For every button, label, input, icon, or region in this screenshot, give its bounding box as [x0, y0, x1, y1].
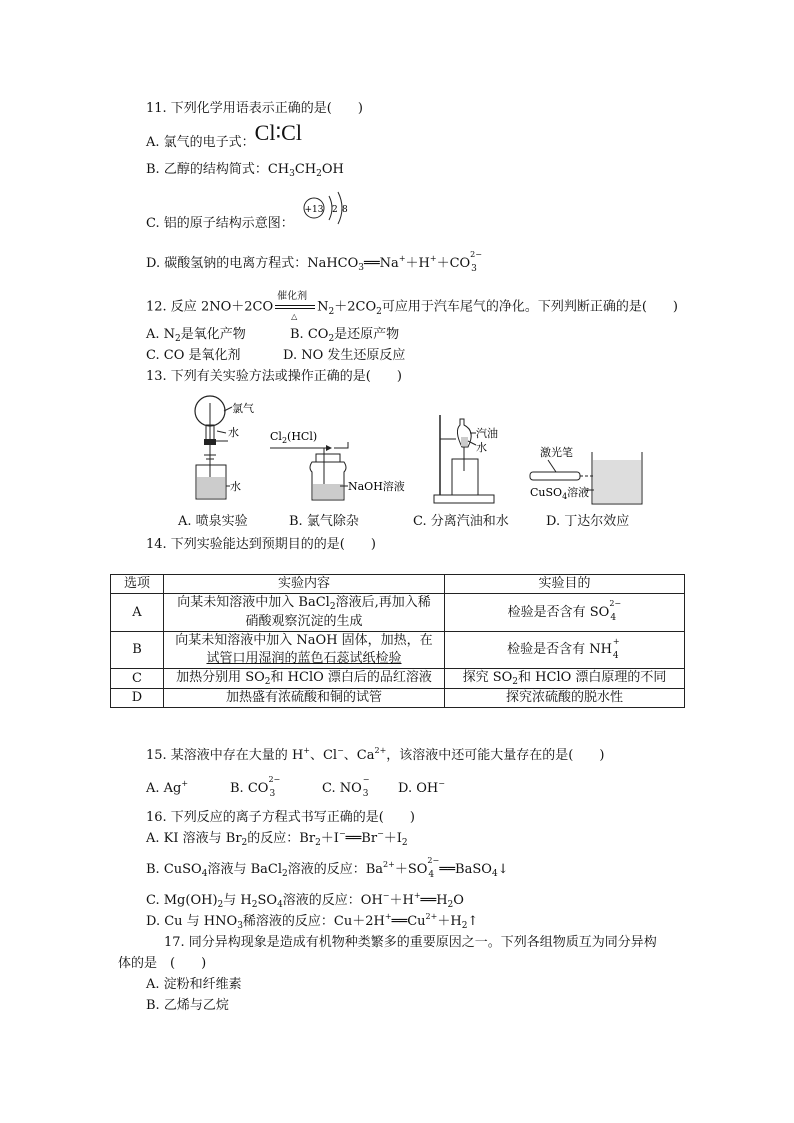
funnel-water-label: 水 — [476, 441, 487, 454]
q15-stem-text: 15. 某溶液中存在大量的 H — [146, 748, 304, 763]
q11-d-subscript: 3 — [471, 263, 477, 274]
q11-stem: 11. 下列化学用语表示正确的是( ) — [146, 101, 363, 116]
q15-d-sup: − — [438, 779, 445, 788]
q11-b-text3: OH — [321, 162, 344, 177]
atom-shell2-label: 8 — [342, 205, 348, 215]
atom-shell1-label: 2 — [332, 205, 338, 215]
figure-caption-b: B. 氯气除杂 — [289, 514, 359, 529]
q15-b-wrap — [230, 774, 281, 799]
q12-stem-pre: 12. 反应 2NO＋2CO — [146, 299, 274, 315]
q16-d-s2: 2 — [461, 921, 468, 931]
q16-d4: ＋H — [437, 914, 462, 929]
q12-a-sub: 2 — [175, 334, 181, 344]
q11-d-h: ＋H — [405, 256, 430, 271]
row-a-content2: 硝酸观察沉淀的生成 — [245, 614, 363, 629]
q12-n: N — [317, 299, 329, 315]
q16-d1: D. Cu 与 HNO — [146, 914, 238, 929]
cuso-text: CuSO — [530, 486, 563, 499]
q16-c3: SO — [257, 893, 278, 908]
q16-c6: ══H — [420, 893, 448, 908]
q16-c4: 溶液的反应：OH — [282, 893, 383, 908]
q11-d-sup2: + — [429, 254, 437, 263]
q15-b-sub: 3 — [269, 788, 276, 799]
q16-option-d — [146, 914, 478, 931]
row-a-goal-sup: 2− — [609, 599, 622, 608]
q12-stem-rest: 可应用于汽车尾气的净化。下列判断正确的是( ) — [381, 299, 679, 315]
q15-ca: 、Ca — [343, 748, 375, 763]
table-row — [111, 632, 685, 669]
q16-c7: O — [453, 893, 464, 908]
q15-options — [146, 774, 445, 799]
q12-heat: △ — [291, 312, 298, 321]
q16-c-s4: 2 — [447, 900, 454, 910]
q16-a2: 的反应：Br — [247, 831, 316, 846]
q16-b6: ↓ — [497, 862, 509, 877]
row-content — [164, 594, 445, 632]
q12-b-rest: 是还原产物 — [334, 327, 400, 342]
figure-caption-c: C. 分离汽油和水 — [413, 514, 509, 529]
q11-option-a — [146, 120, 302, 151]
row-c-goal-sub: 2 — [512, 677, 519, 687]
table-header: 选项 — [111, 575, 164, 594]
q16-d-sup1: + — [384, 912, 392, 921]
tyndall-apparatus — [526, 444, 646, 506]
q16-d3: ══Cu — [391, 914, 426, 929]
q11-d-text: D. 碳酸氢钠的电离方程式：NaHCO — [146, 256, 359, 271]
q12-a: A. N — [146, 327, 176, 342]
q11-b-sub: 3 — [289, 169, 295, 179]
q11-d-co: ＋CO — [436, 256, 471, 271]
q12-b: B. CO — [290, 327, 329, 342]
row-goal — [445, 669, 685, 689]
row-c-goal-rest: 和 HClO 漂白原理的不同 — [518, 670, 667, 685]
row-b-goal-sub: 4 — [612, 650, 619, 661]
q16-a3: ＋I — [320, 831, 339, 846]
q17-stem-line1: 17. 同分异构现象是造成有机物种类繁多的重要原因之一。下列各组物质互为同分异构 — [164, 935, 657, 950]
q16-b4: ＋SO — [394, 862, 428, 877]
q11-b-sub2: 2 — [316, 169, 322, 179]
q15-ca-sup: 2+ — [374, 746, 387, 755]
q11-d-sub: 3 — [358, 263, 365, 273]
q16-d-sup2: 2+ — [425, 912, 438, 921]
q16-stem: 16. 下列反应的离子方程式书写正确的是( ) — [146, 810, 415, 825]
q11-d-charge: 2− — [470, 249, 482, 259]
q11-option-c — [146, 216, 294, 232]
q11-option-d — [146, 249, 482, 274]
q16-b5: ══BaSO — [439, 862, 492, 877]
table-row — [111, 669, 685, 689]
q16-c-s3: 4 — [277, 900, 283, 910]
q16-b-s4: 4 — [491, 869, 498, 879]
q15-cl-sup: − — [337, 746, 344, 755]
funnel-oil-label: 汽油 — [476, 427, 498, 440]
wash-inlet-cl: Cl — [270, 430, 282, 443]
wash-inlet-label — [270, 430, 317, 445]
row-b-goal-sup: + — [612, 636, 620, 646]
q16-b3: 溶液的反应：Ba — [287, 862, 384, 877]
atom-nucleus-label: +13 — [304, 205, 324, 215]
q15-b-sup: 2− — [268, 774, 281, 784]
table-header-row — [111, 575, 685, 594]
row-c-goal: 探究 SO — [462, 670, 513, 685]
q12-stem — [146, 291, 679, 321]
row-goal: 探究浓硫酸的脱水性 — [445, 689, 685, 708]
row-option: A — [111, 594, 164, 632]
q11-c-text: C. 铝的原子结构示意图： — [146, 216, 294, 231]
row-content: 加热盛有浓硫酸和铜的试管 — [164, 689, 445, 708]
q12-d: D. NO 发生还原反应 — [283, 348, 406, 363]
row-c-content1-sub: 2 — [264, 677, 271, 687]
q16-a-sup2: − — [377, 829, 384, 838]
q11-b-text2: CH — [294, 162, 317, 177]
row-a-goal-sub: 4 — [610, 613, 617, 623]
row-c-content1: 加热分别用 SO — [176, 670, 265, 685]
q15-d-wrap — [398, 781, 445, 798]
q15-d: D. OH — [398, 781, 439, 796]
q13-stem: 13. 下列有关实验方法或操作正确的是( ) — [146, 369, 402, 384]
laser-pen-label: 激光笔 — [540, 446, 573, 459]
q16-b2: 溶液与 BaCl — [207, 862, 282, 877]
row-option: C — [111, 669, 164, 689]
q16-a-sup1: − — [338, 829, 346, 838]
q16-option-b — [146, 855, 509, 880]
gas-wash-bottle — [268, 428, 408, 504]
q12-options-row2 — [146, 348, 406, 364]
separatory-funnel-apparatus — [430, 411, 510, 505]
row-a-content1: 向某未知溶液中加入 BaCl — [177, 595, 330, 610]
fountain-water-label-top: 水 — [228, 426, 239, 439]
fountain-gas-label: 氯气 — [232, 402, 254, 415]
wash-inlet-sub: 2 — [281, 436, 288, 445]
row-option: B — [111, 632, 164, 669]
q12-co: ＋2CO — [334, 299, 377, 315]
copper-sulfate-label — [530, 485, 589, 501]
aluminum-atom-diagram — [300, 190, 360, 230]
figure-caption-d: D. 丁达尔效应 — [546, 514, 630, 529]
q16-a5: ＋I — [383, 831, 402, 846]
table-header: 实验内容 — [164, 575, 445, 594]
q15-c: C. NO — [322, 781, 362, 796]
q16-b-s2: 2 — [281, 869, 288, 879]
q16-b-sub2: 4 — [428, 869, 435, 880]
q16-c-s1: 2 — [217, 900, 224, 910]
q16-b-sup1: 2+ — [383, 860, 395, 869]
q17-option-a: A. 淀粉和纤维素 — [146, 977, 242, 992]
q12-n-sub: 2 — [328, 306, 335, 317]
q14-stem: 14. 下列实验能达到预期目的的是( ) — [146, 537, 376, 552]
row-b-content1: 向某未知溶液中加入 NaOH 固体，加热，在 — [175, 633, 433, 648]
q15-stem-rest: ，该溶液中还可能大量存在的是( ) — [386, 748, 605, 763]
row-content — [164, 632, 445, 669]
q16-b1: B. CuSO — [146, 862, 202, 877]
cuso-rest: 溶液 — [567, 486, 590, 499]
q16-b-sup2: 2− — [427, 855, 440, 865]
row-a-goal: 检验是否含有 SO — [507, 604, 610, 620]
q15-b: B. CO — [230, 781, 269, 796]
q16-a-s1: 2 — [241, 838, 248, 848]
table-header: 实验目的 — [445, 575, 685, 594]
q16-d-s1: 3 — [237, 921, 243, 931]
row-b-content2: 试管口用湿润的蓝色石蕊试纸检验 — [206, 651, 402, 666]
q16-b-s1: 4 — [201, 869, 208, 879]
experiment-table — [110, 574, 685, 708]
row-goal — [445, 632, 685, 669]
q15-stem — [146, 748, 604, 765]
q12-catalyst: 催化剂 — [277, 291, 308, 302]
row-content — [164, 669, 445, 689]
q11-option-b — [146, 162, 344, 179]
q11-d-sup1: + — [398, 254, 406, 263]
q15-a-sup: + — [181, 779, 189, 788]
figure-caption-a: A. 喷泉实验 — [178, 514, 248, 529]
wash-inlet-rest: (HCl) — [287, 430, 318, 443]
q15-cl: 、Cl — [309, 748, 338, 763]
q16-c-sup1: − — [382, 891, 390, 900]
q12-a-rest: 是氧化产物 — [180, 327, 246, 342]
fountain-water-label-bottom: 水 — [230, 480, 241, 493]
q16-a-s3: 2 — [401, 838, 408, 848]
q16-option-c — [146, 893, 464, 910]
cuso-sub: 4 — [562, 492, 568, 501]
q11-d-mid: ══Na — [364, 256, 399, 271]
q16-a-s2: 2 — [315, 838, 321, 848]
q12-b-wrap — [290, 327, 399, 344]
q16-c2: 与 H — [223, 893, 252, 908]
q16-option-a — [146, 831, 408, 848]
q11-option-a-text: A. 氯气的电子式： — [146, 135, 255, 150]
q12-options-row1 — [146, 327, 400, 344]
q17-option-b: B. 乙烯与乙烷 — [146, 998, 229, 1013]
chlorine-electron-formula: Cl∶Cl — [254, 120, 302, 145]
q11-b-text: B. 乙醇的结构简式：CH — [146, 162, 290, 177]
table-row — [111, 689, 685, 708]
q16-c-s2: 2 — [251, 900, 258, 910]
row-a-content1-sub: 2 — [329, 602, 336, 612]
q15-h-sup: + — [303, 746, 310, 755]
row-b-goal: 检验是否含有 NH — [507, 642, 612, 657]
q12-b-sub: 2 — [328, 334, 335, 344]
row-goal — [445, 594, 685, 632]
q16-c5: ＋H — [389, 893, 414, 908]
q16-a4: ══Br — [345, 831, 378, 846]
q16-d5: ↑ — [467, 914, 479, 929]
q15-c-sup: − — [362, 774, 370, 784]
q16-a1: A. KI 溶液与 Br — [146, 831, 242, 846]
fountain-apparatus — [180, 393, 270, 505]
q16-d2: 稀溶液的反应：Cu＋2H — [242, 914, 385, 929]
q15-c-wrap — [322, 774, 372, 799]
wash-solution-label: NaOH溶液 — [348, 480, 405, 493]
q12-c: C. CO 是氧化剂 — [146, 348, 241, 363]
q15-c-sub: 3 — [362, 788, 369, 799]
q12-co-sub: 2 — [376, 306, 382, 317]
q17-stem-line2: 体的是 ( ) — [118, 956, 207, 971]
q16-c1: C. Mg(OH) — [146, 893, 218, 908]
row-a-content1-rest: 溶液后,再加入稀 — [335, 595, 431, 610]
table-row — [111, 594, 685, 632]
q16-c-sup2: + — [413, 891, 421, 900]
q15-a: A. Ag — [146, 781, 182, 796]
row-c-content1-rest: 和 HClO 漂白后的品红溶液 — [270, 670, 432, 685]
row-option: D — [111, 689, 164, 708]
